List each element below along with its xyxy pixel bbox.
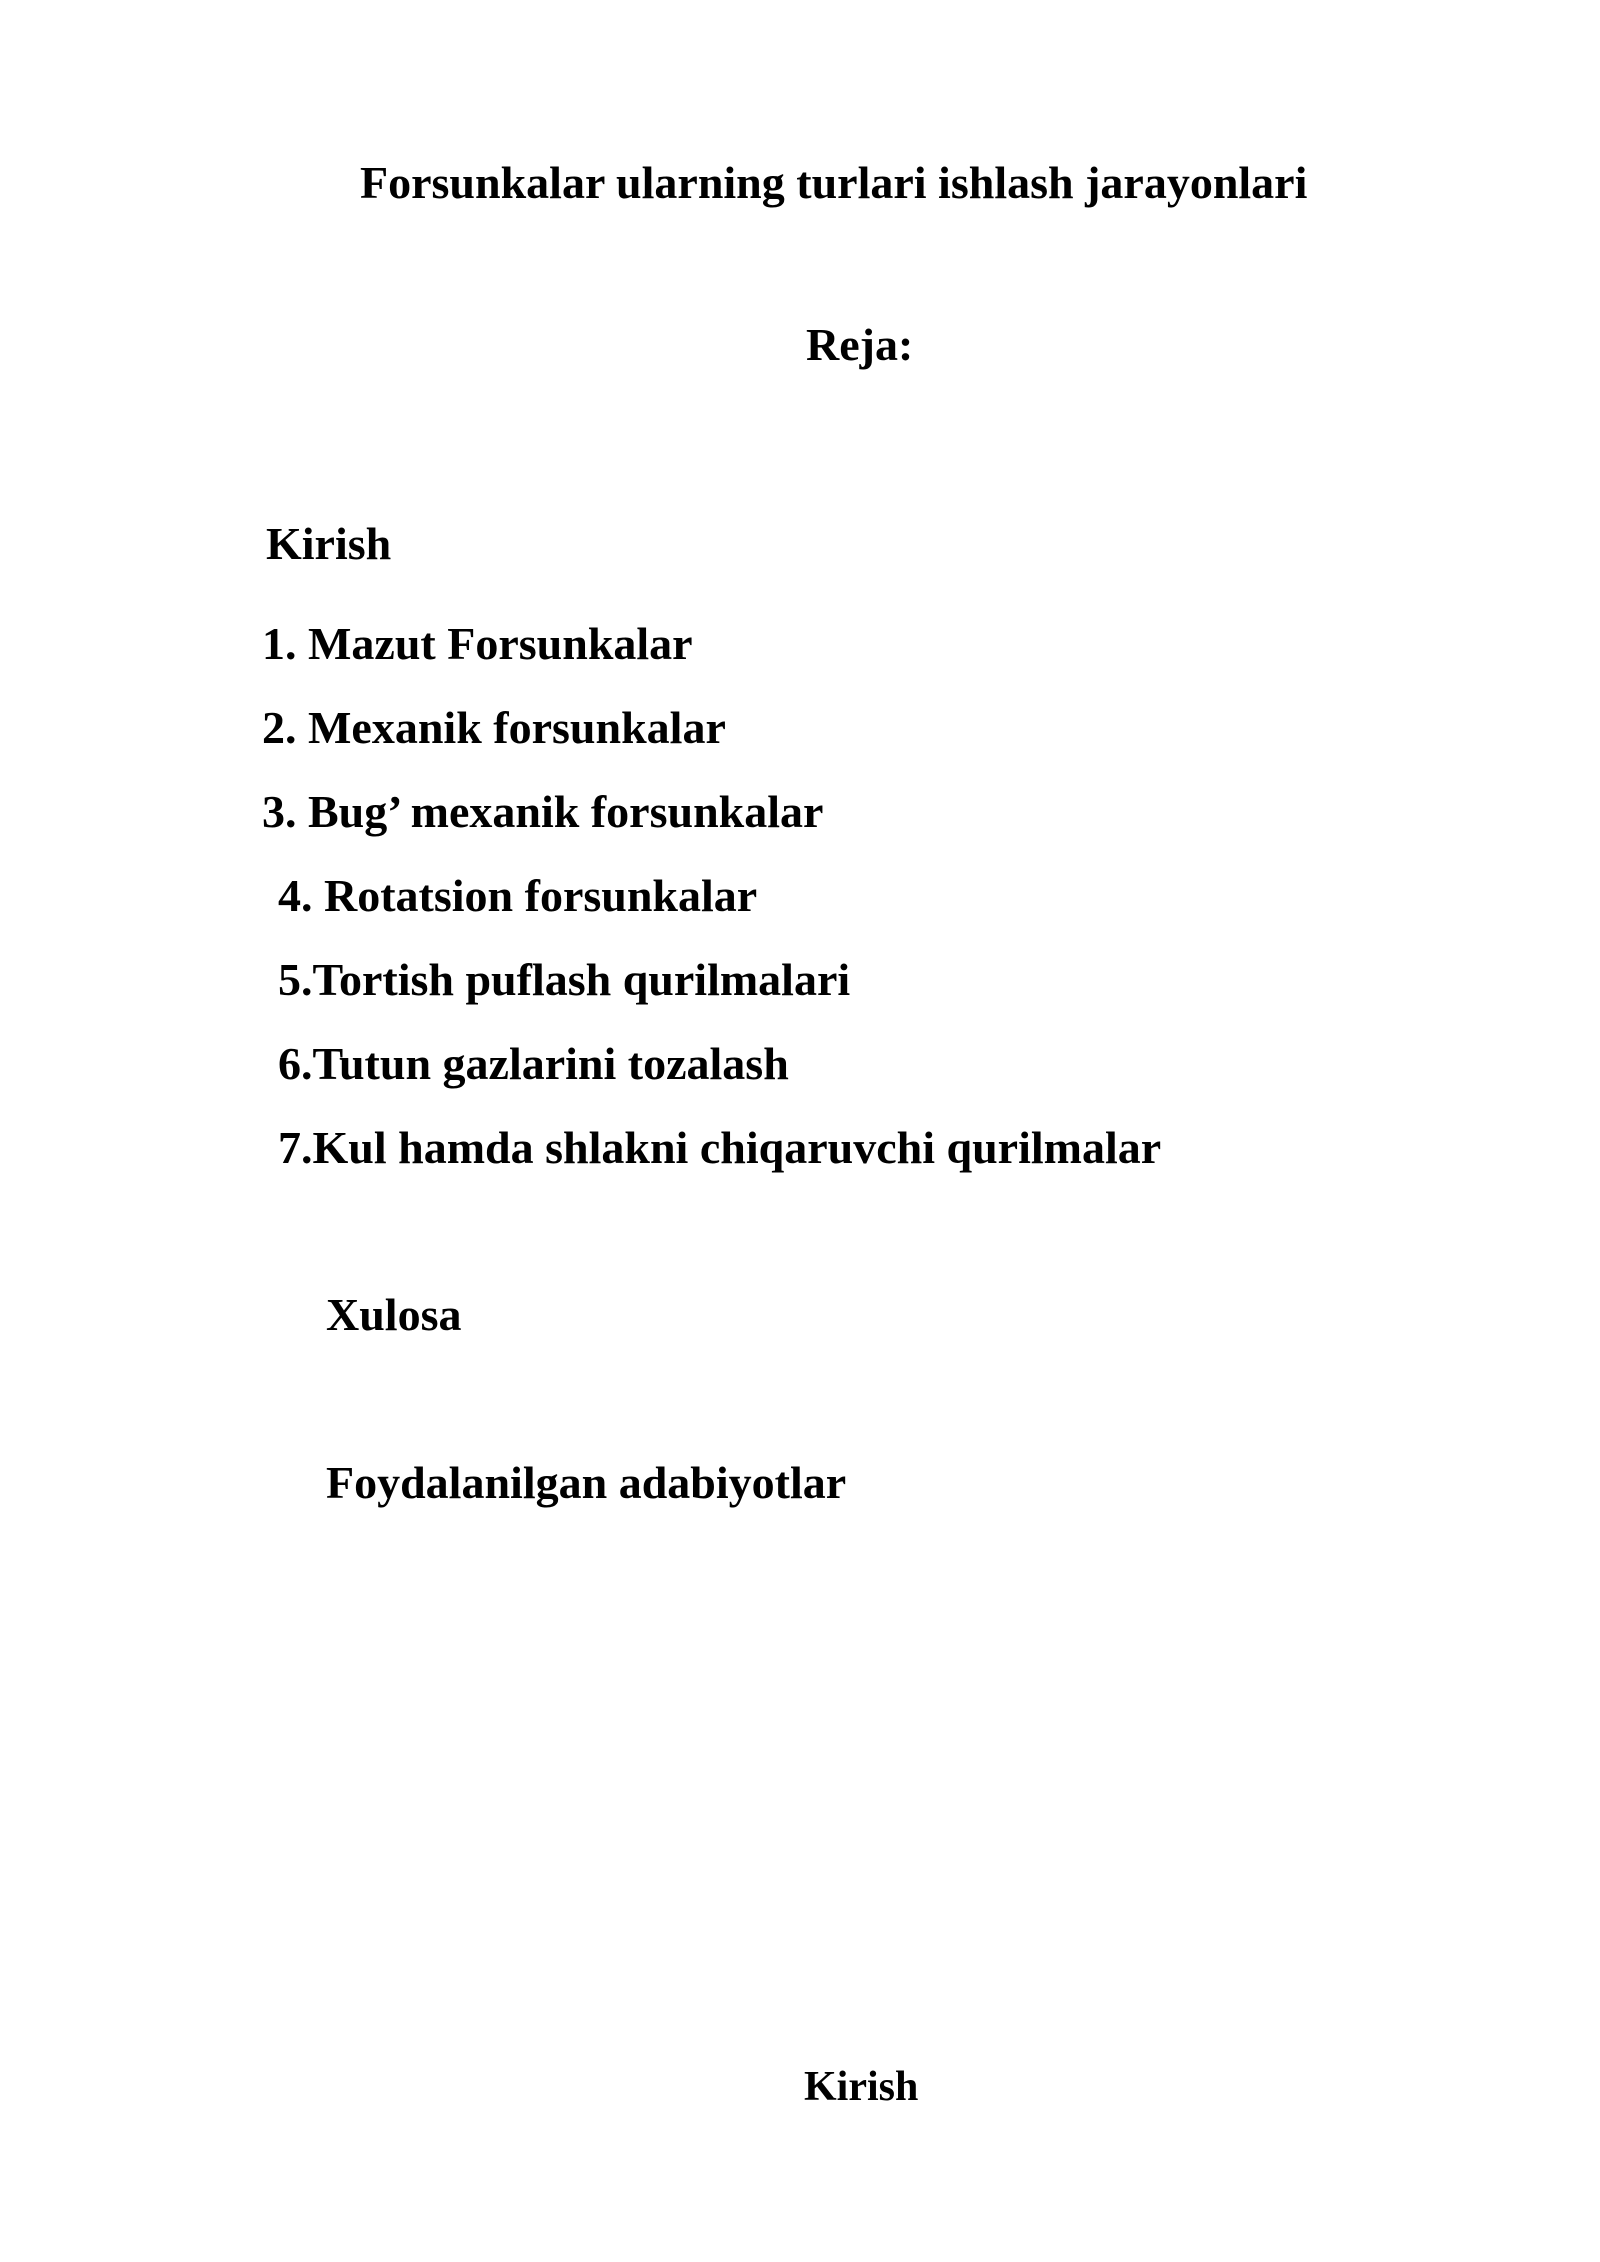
document-title: Forsunkalar ularning turlari ishlash jarayonlari xyxy=(360,157,1308,208)
plan-item-5: 5.Tortish puflash qurilmalari xyxy=(278,954,851,1005)
plan-item-conclusion: Xulosa xyxy=(326,1289,462,1340)
plan-item-intro: Kirish xyxy=(266,518,392,569)
plan-item-3: 3. Bug’ mexanik forsunkalar xyxy=(262,786,824,837)
plan-item-1: 1. Mazut Forsunkalar xyxy=(262,618,693,669)
section-heading-intro: Kirish xyxy=(804,2064,919,2110)
plan-item-4: 4. Rotatsion forsunkalar xyxy=(278,870,758,921)
plan-item-6: 6.Tutun gazlarini tozalash xyxy=(278,1038,789,1089)
plan-heading: Reja: xyxy=(806,319,914,370)
plan-item-2: 2. Mexanik forsunkalar xyxy=(262,702,726,753)
plan-item-7: 7.Kul hamda shlakni chiqaruvchi qurilmalar xyxy=(278,1122,1162,1173)
plan-item-references: Foydalanilgan adabiyotlar xyxy=(326,1457,847,1508)
